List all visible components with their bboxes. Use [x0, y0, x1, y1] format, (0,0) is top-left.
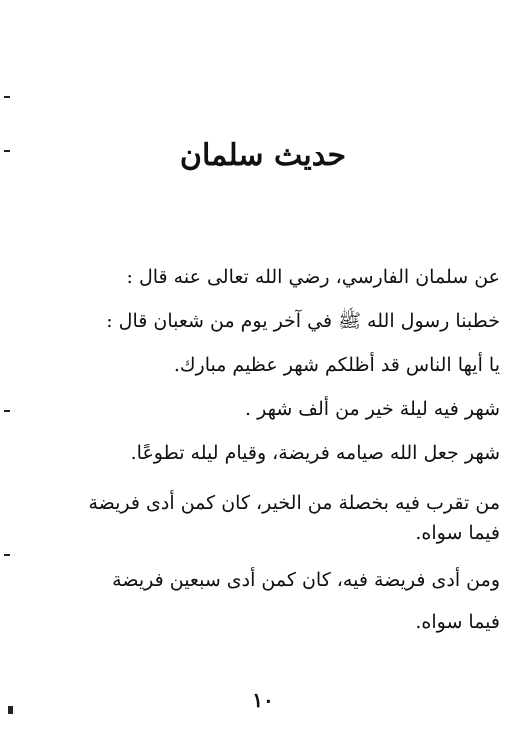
- corner-mark: [8, 706, 13, 714]
- text-line: من تقرب فيه بخصلة من الخير، كان كمن أدى فريضة: [88, 492, 500, 514]
- left-edge-mark: [4, 410, 10, 412]
- text-line: فيما سواه.: [415, 611, 500, 633]
- text-line: شهر فيه ليلة خير من ألف شهر .: [245, 398, 500, 420]
- text-line: فيما سواه.: [415, 522, 500, 544]
- text-line: شهر جعل الله صيامه فريضة، وقيام ليله تطوعًا.: [130, 442, 500, 464]
- title-wrap: [0, 138, 526, 173]
- left-edge-mark: [4, 96, 10, 98]
- page-title: حديث سلمان: [179, 138, 347, 173]
- left-edge-mark: [4, 554, 10, 556]
- text-line: يا أيها الناس قد أظلكم شهر عظيم مبارك.: [173, 354, 500, 376]
- text-line: ومن أدى فريضة فيه، كان كمن أدى سبعين فريضة: [112, 569, 500, 591]
- text-line: عن سلمان الفارسي، رضي الله تعالى عنه قال :: [126, 266, 500, 288]
- text-line: خطبنا رسول الله ﷺ في آخر يوم من شعبان قال :: [106, 310, 500, 332]
- page-number: ١٠: [252, 688, 274, 712]
